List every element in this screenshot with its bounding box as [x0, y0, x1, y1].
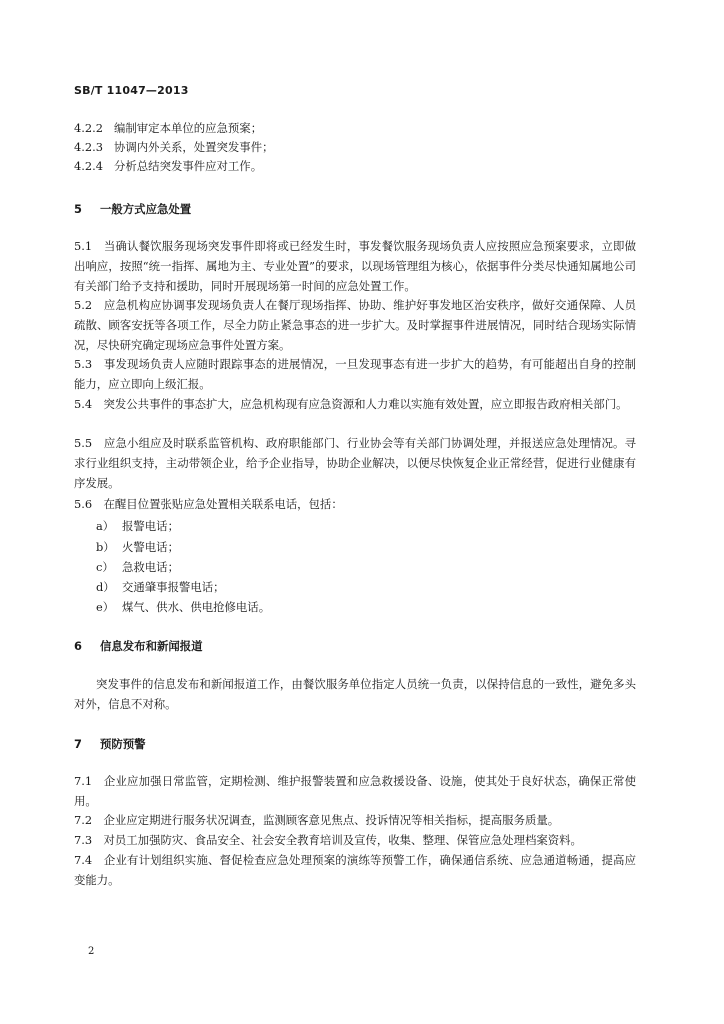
clause-number: 4.2.3 [74, 140, 103, 154]
list-item-text: 急救电话； [122, 560, 179, 574]
list-item-text: 煤气、供水、供电抢修电话。 [122, 600, 271, 614]
list-item [96, 579, 225, 595]
clause-4-2-3 [74, 139, 273, 155]
standard-code-header: SB/T 11047—2013 [74, 84, 189, 97]
clause-4-2-2 [74, 120, 262, 136]
section-title: 预防预警 [100, 737, 146, 751]
clause-text: 编制审定本单位的应急预案； [114, 121, 263, 135]
section-title: 一般方式应急处置 [100, 202, 192, 216]
list-item [96, 518, 179, 534]
paragraph-7-4: 7.4 企业有计划组织实施、督促检查应急处理预案的演练等预警工作，确保通信系统、应急通道畅通，提高应变能力。 [74, 853, 636, 887]
section-number: 7 [74, 737, 82, 751]
list-item-text: 火警电话； [122, 540, 179, 554]
clause-number: 4.2.2 [74, 121, 103, 135]
paragraph-5-1: 5.1 当确认餐饮服务现场突发事件即将或已经发生时，事发餐饮服务现场负责人应按照应急预案要求，立即做出响应，按照“统一指挥、属地为主、专业处置”的要求，以现场管理组为核心，依据事件分类尽快通知属地公司有关部门给予支持和援助，同时开展现场第一时间的应急处置工作。 [74, 239, 636, 293]
paragraph-7-2: 7.2 企业应定期进行服务状况调查，监测顾客意见焦点、投诉情况等相关指标，提高服务质量。 [74, 813, 560, 827]
paragraph-5-2: 5.2 应急机构应协调事发现场负责人在餐厅现场指挥、协助、维护好事发地区治安秩序，做好交通保障、人员疏散、顾客安抚等各项工作，尽全力防止紧急事态的进一步扩大。及时掌握事件进展情况，同时结合现场实际情况，尽快研究确定现场应急事件处置方案。 [74, 298, 636, 352]
paragraph-5-3: 5.3 事发现场负责人应随时跟踪事态的进展情况，一旦发现事态有进一步扩大的趋势，有可能超出自身的控制能力，应立即向上级汇报。 [74, 357, 636, 391]
list-item-label: a） [96, 519, 115, 533]
list-item [96, 539, 179, 555]
page-number: 2 [88, 946, 95, 957]
section-7-heading [74, 736, 146, 752]
list-item [96, 599, 270, 615]
paragraph-5-6: 5.6 在醒目位置张贴应急处置相关联系电话，包括： [74, 497, 343, 511]
list-item-text: 报警电话； [122, 519, 179, 533]
paragraph-6-body: 突发事件的信息发布和新闻报道工作，由餐饮服务单位指定人员统一负责，以保持信息的一致性，避免多头对外，信息不对称。 [74, 677, 636, 711]
section-number: 5 [74, 202, 82, 216]
clause-number: 4.2.4 [74, 159, 103, 173]
section-number: 6 [74, 639, 82, 653]
list-item-label: c） [96, 560, 114, 574]
section-6-heading [74, 638, 203, 654]
list-item-label: d） [96, 580, 115, 594]
clause-text: 分析总结突发事件应对工作。 [114, 159, 263, 173]
clause-4-2-4 [74, 158, 262, 174]
list-item-label: b） [96, 540, 115, 554]
list-item-label: e） [96, 600, 115, 614]
list-item [96, 559, 179, 575]
paragraph-5-5: 5.5 应急小组应及时联系监管机构、政府职能部门、行业协会等有关部门协调处理，并报送应急处理情况。寻求行业组织支持，主动带领企业，给予企业指导，协助企业解决，以便尽快恢复企业正常经营，促进行业健康有序发展。 [74, 436, 636, 490]
paragraph-7-3: 7.3 对员工加强防灾、食品安全、社会安全教育培训及宣传，收集、整理、保管应急处理档案资料。 [74, 833, 582, 847]
section-5-heading [74, 201, 191, 217]
section-title: 信息发布和新闻报道 [100, 639, 203, 653]
list-item-text: 交通肇事报警电话； [122, 580, 225, 594]
clause-text: 协调内外关系，处置突发事件； [114, 140, 274, 154]
paragraph-7-1: 7.1 企业应加强日常监管，定期检测、维护报警装置和应急救援设备、设施，使其处于良好状态，确保正常使用。 [74, 774, 636, 808]
paragraph-5-4: 5.4 突发公共事件的事态扩大，应急机构现有应急资源和人力难以实施有效处置，应立即报告政府相关部门。 [74, 397, 628, 411]
